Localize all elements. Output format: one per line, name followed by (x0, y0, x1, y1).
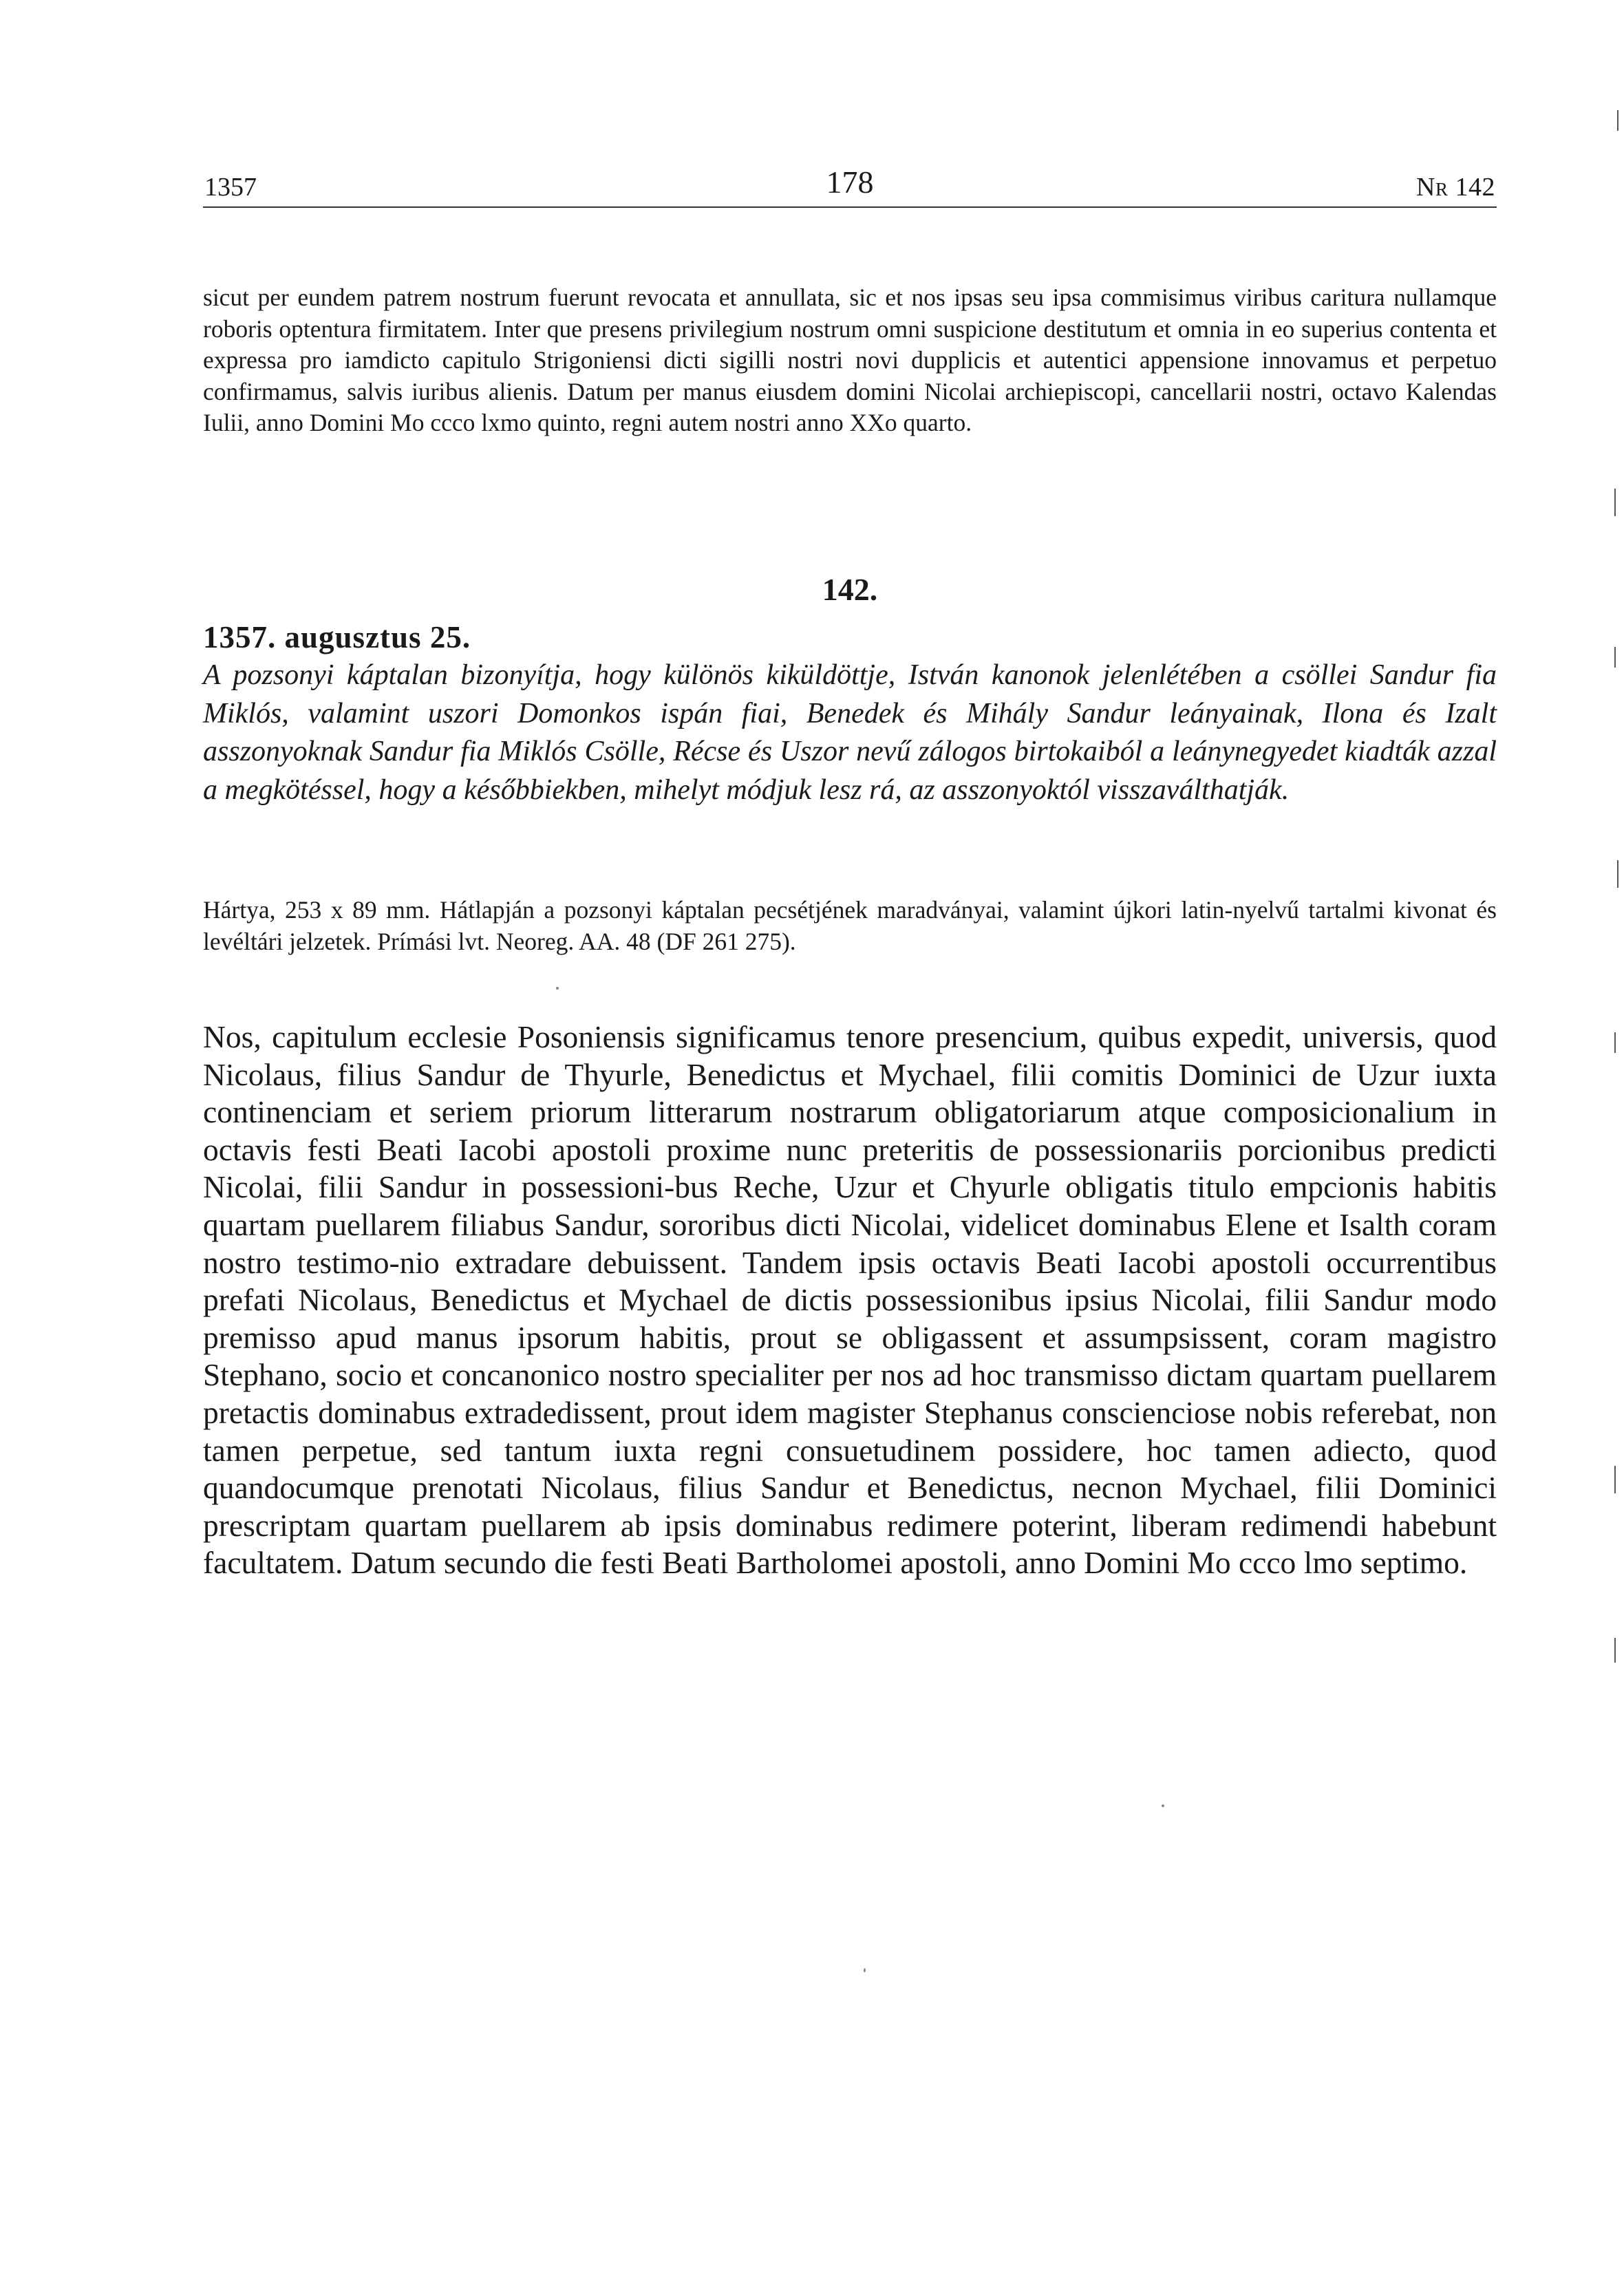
header-document-number (1416, 172, 1495, 202)
scan-edge-mark (1614, 1638, 1616, 1663)
document-date: 1357. augusztus 25. (203, 620, 471, 654)
scan-edge-mark (1614, 1466, 1616, 1493)
scan-edge-mark (1617, 860, 1618, 888)
book-page (203, 0, 1497, 2271)
document-text: Nos, capitulum ecclesie Posoniensis significamus tenore presencium, quibus expedit, universis, quod Nicolaus, filius Sandur de Thyurle, Benedictus et Mychael, filii comitis Dominici de Uzur iuxta continenciam et seriem priorum litterarum nostrarum obligatoriarum atque composicionalium in octavis festi Beati Iacobi apostoli proxime nunc preteritis de possessionariis porcionibus predicti Nicolai, filii Sandur in possessioni-bus Reche, Uzur et Chyurle obligatis titulo empcionis habitis quartam puellarem filiabus Sandur, sororibus dicti Nicolai, videlicet dominabus Elene et Isalth coram nostro testimo-nio extradare debuissent. Tandem ipsis octavis Beati Iacobi apostoli occurrentibus prefati Nicolaus, Benedictus et Mychael de dictis possessionibus ipsius Nicolai, filii Sandur modo premisso apud manus ipsorum habitis, prout se obligassent et assumpsissent, coram magistro Stephano, socio et concanonico nostro specialiter per nos ad hoc transmisso dictam quartam puellarem pretactis dominabus extradedissent, prout idem magister Stephanus conscienciose nobis referebat, non tamen perpetue, sed tantum iuxta regni consuetudinem possidere, hoc tamen adiecto, quod quandocumque prenotati Nicolaus, filius Sandur et Benedictus, necnon Mychael, filii Dominici prescriptam quartam puellarem ab ipsis dominabus redimere poterint, liberam redimendi habebunt facultatem. Datum secundo die festi Beati Bartholomei apostoli, anno Domini Mo ccco lmo septimo. (203, 1019, 1497, 1581)
nr-value: 142 (1455, 173, 1495, 202)
running-header (203, 164, 1497, 208)
page-number: 178 (826, 164, 874, 200)
scan-edge-mark (1617, 110, 1618, 131)
previous-document-ending: sicut per eundem patrem nostrum fuerunt revocata et annullata, sic et nos ipsas seu ipsa commisimus viribus caritura nullamque roboris optentura firmitatem. Inter que presens privilegium nostrum omni suspicione destitutum et omnia in eo superius contenta et expressa pro iamdicto capitulo Strigoniensi dicti sigilli nostri novi dupplicis et autentici appensione innovamus et perpetuo confirmamus, salvis iuribus alienis. Datum per manus eiusdem domini Nicolai archiepiscopi, cancellarii nostri, octavo Kalendas Iulii, anno Domini Mo ccco lxmo quinto, regni autem nostri anno XXo quarto. (203, 284, 1497, 436)
scan-speck (864, 1968, 866, 1972)
document-description: Hártya, 253 x 89 mm. Hátlapján a pozsonyi káptalan pecsétjének maradványai, valamint újkori latin-nyelvű tartalmi kivonat és levéltári jelzetek. Prímási lvt. Neoreg. AA. 48 (DF 261 275). (203, 896, 1497, 955)
nr-label: Nr (1416, 173, 1449, 202)
document-regest: A pozsonyi káptalan bizonyítja, hogy különös kiküldöttje, István kanonok jelenlétében a csöllei Sandur fia Miklós, valamint uszori Domonkos ispán fiai, Benedek és Mihály Sandur leányainak, Ilona és Izalt asszonyoknak Sandur fia Miklós Csölle, Récse és Uszor nevű zálogos birtokaiból a leánynegyedet kiadták azzal a megkötéssel, hogy a későbbiekben, mihelyt módjuk lesz rá, az asszonyoktól visszaválthatják. (203, 659, 1497, 806)
scan-speck (1162, 1804, 1164, 1807)
scan-speck (556, 987, 559, 990)
scan-edge-mark (1614, 647, 1616, 668)
document-number: 142. (822, 572, 878, 607)
header-year: 1357 (204, 173, 257, 202)
scan-edge-mark (1614, 1032, 1616, 1053)
scan-edge-mark (1614, 489, 1616, 516)
